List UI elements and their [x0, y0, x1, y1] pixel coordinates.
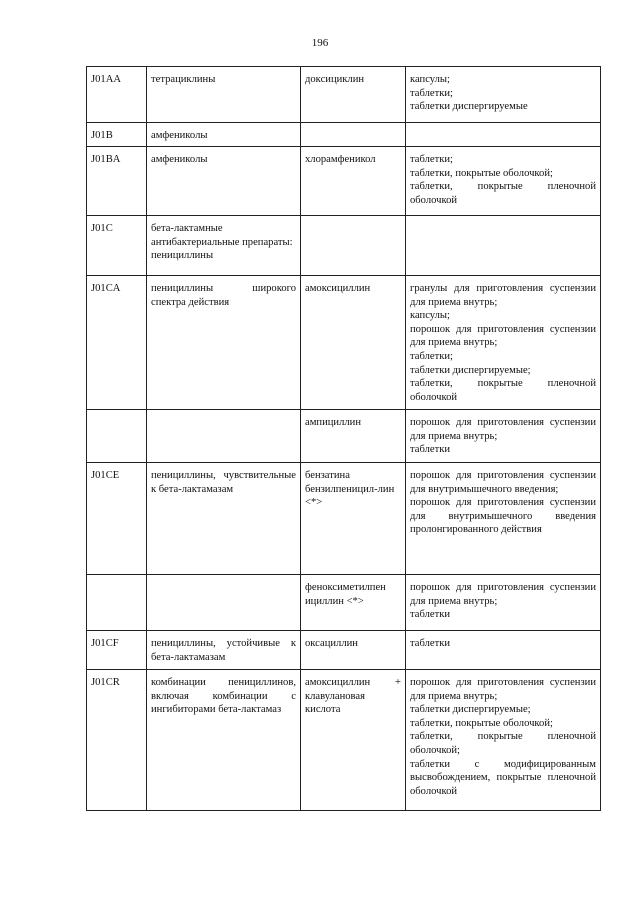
inn-cell	[301, 147, 406, 216]
dosage-forms: капсулы; таблетки; таблетки диспергируемые	[410, 74, 528, 113]
drug-group: бета-лактамные антибактериальные препараты: пенициллины	[151, 223, 293, 262]
drug-group-cell	[147, 631, 301, 670]
atc-code-cell	[87, 670, 147, 811]
drug-inn: оксациллин	[305, 638, 358, 649]
drug-group: амфениколы	[151, 154, 208, 165]
dosage-forms: таблетки; таблетки, покрытые оболочкой; таблетки, покрытые пленочной оболочкой	[410, 154, 596, 206]
table-row	[87, 631, 601, 670]
dosage-forms: таблетки	[410, 638, 451, 649]
inn-cell	[301, 276, 406, 410]
atc-code: J01B	[91, 130, 113, 141]
drug-group-cell	[147, 276, 301, 410]
atc-code-cell	[87, 631, 147, 670]
table-row	[87, 575, 601, 631]
drug-group-cell	[147, 67, 301, 123]
dosage-forms: порошок для приготовления суспензии для внутримышечного введения; порошок для приготовления суспензии для внутримышечного введения пролонгированного действия	[410, 470, 596, 536]
drug-inn: амоксициллин + клавулановая кислота	[305, 677, 401, 716]
drug-group-cell	[147, 670, 301, 811]
drug-classification-table	[86, 66, 601, 811]
drug-inn: амоксициллин	[305, 283, 371, 294]
drug-group-cell	[147, 410, 301, 463]
drug-group-cell	[147, 575, 301, 631]
dosage-form-cell	[406, 463, 601, 575]
table-row	[87, 463, 601, 575]
atc-code-cell	[87, 463, 147, 575]
atc-code: J01C	[91, 223, 113, 234]
dosage-form-cell	[406, 670, 601, 811]
inn-cell	[301, 575, 406, 631]
atc-code: J01CA	[91, 283, 121, 294]
dosage-forms: порошок для приготовления суспензии для приема внутрь; таблетки диспергируемые; таблетки, покрытые оболочкой; таблетки, покрытые пленочной оболочкой; таблетки с модифицированным высвобождением, покрытые пленочной оболочкой	[410, 677, 596, 797]
inn-cell	[301, 216, 406, 276]
atc-code: J01AA	[91, 74, 122, 85]
drug-group: комбинации пенициллинов, включая комбинации с ингибиторами бета-лактамаз	[151, 677, 296, 716]
dosage-form-cell	[406, 123, 601, 147]
atc-code-cell	[87, 276, 147, 410]
dosage-form-cell	[406, 276, 601, 410]
atc-code-cell	[87, 216, 147, 276]
dosage-form-cell	[406, 216, 601, 276]
inn-cell	[301, 631, 406, 670]
dosage-forms: порошок для приготовления суспензии для приема внутрь; таблетки	[410, 582, 596, 621]
drug-group: пенициллины, чувствительные к бета-лактамазам	[151, 470, 296, 495]
drug-inn: хлорамфеникол	[305, 154, 376, 165]
drug-group: пенициллины широкого спектра действия	[151, 283, 296, 308]
atc-code: J01CE	[91, 470, 120, 481]
dosage-forms: гранулы для приготовления суспензии для приема внутрь; капсулы; порошок для приготовления суспензии для приема внутрь; таблетки; таблетки диспергируемые; таблетки, покрытые пленочной оболочкой	[410, 283, 596, 403]
inn-cell	[301, 463, 406, 575]
drug-group: пенициллины, устойчивые к бета-лактамазам	[151, 638, 296, 663]
drug-inn: ампициллин	[305, 417, 361, 428]
table-row	[87, 216, 601, 276]
drug-group-cell	[147, 216, 301, 276]
inn-cell	[301, 67, 406, 123]
drug-group: тетрациклины	[151, 74, 216, 85]
dosage-form-cell	[406, 631, 601, 670]
page-number: 196	[311, 37, 329, 49]
dosage-form-cell	[406, 575, 601, 631]
drug-group: амфениколы	[151, 130, 208, 141]
atc-code-cell	[87, 67, 147, 123]
table-row	[87, 67, 601, 123]
atc-code-cell	[87, 410, 147, 463]
table-row	[87, 147, 601, 216]
table-row	[87, 670, 601, 811]
inn-cell	[301, 670, 406, 811]
drug-inn: доксициклин	[305, 74, 365, 85]
atc-code-cell	[87, 147, 147, 216]
inn-cell	[301, 410, 406, 463]
atc-code-cell	[87, 123, 147, 147]
atc-code: J01CR	[91, 677, 120, 688]
drug-group-cell	[147, 463, 301, 575]
dosage-form-cell	[406, 147, 601, 216]
inn-cell	[301, 123, 406, 147]
dosage-form-cell	[406, 410, 601, 463]
drug-group-cell	[147, 147, 301, 216]
dosage-form-cell	[406, 67, 601, 123]
atc-code: J01CF	[91, 638, 119, 649]
drug-group-cell	[147, 123, 301, 147]
drug-inn: феноксиметилпен ициллин <*>	[305, 582, 386, 607]
table-row	[87, 123, 601, 147]
atc-code-cell	[87, 575, 147, 631]
dosage-forms: порошок для приготовления суспензии для приема внутрь; таблетки	[410, 417, 596, 456]
drug-inn: бензатина бензилпеницил-лин <*>	[305, 470, 395, 509]
table-row	[87, 410, 601, 463]
atc-code: J01BA	[91, 154, 121, 165]
table-row	[87, 276, 601, 410]
